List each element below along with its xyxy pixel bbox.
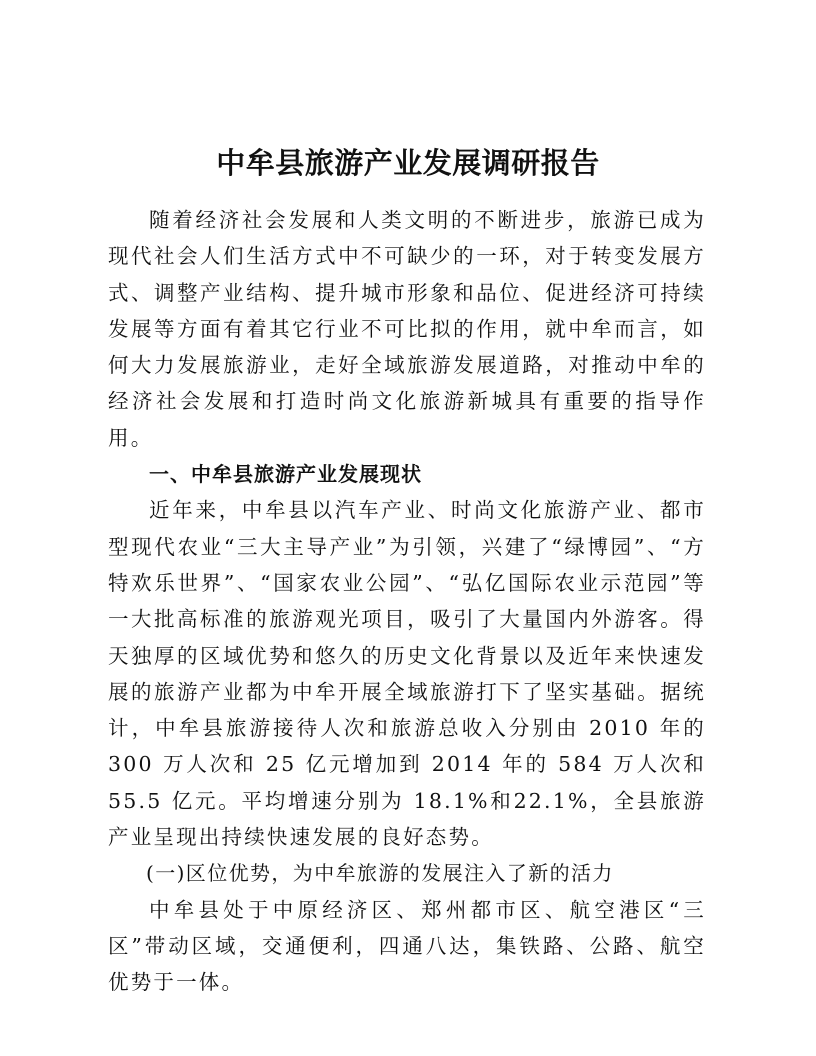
document-body xyxy=(108,202,706,1001)
location-paragraph: 中牟县处于中原经济区、郑州都市区、航空港区“三区”带动区域，交通便利，四通八达，集铁路、公路、航空优势于一体。 xyxy=(108,897,706,995)
intro-paragraph: 随着经济社会发展和人类文明的不断进步，旅游已成为现代社会人们生活方式中不可缺少的一环，对于转变发展方式、调整产业结构、提升城市形象和品位、促进经济可持续发展等方面有着其它行业不可比拟的作用，就中牟而言，如何大力发展旅游业，走好全域旅游发展道路，对推动中牟的经济社会发展和打造时尚文化旅游新城具有重要的指导作用。 xyxy=(108,208,706,450)
section-heading: 一、中牟县旅游产业发展现状 xyxy=(149,462,422,487)
status-paragraph: 近年来，中牟县以汽车产业、时尚文化旅游产业、都市型现代农业“三大主导产业”为引领，兴建了“绿博园”、“方特欢乐世界”、“国家农业公园”、“弘亿国际农业示范园”等一大批高标准的旅游观光项目，吸引了大量国内外游客。得天独厚的区域优势和悠久的历史文化背景以及近年来快速发展的旅游产业都为中牟开展全域旅游打下了坚实基础。据统计，中牟县旅游接待人次和旅游总收入分别由 2010 年的 300 万人次和 25 亿元增加到 2014 年的 584 万人次和 55.5 亿元。平均增速分别为 18.1%和22.1%，全县旅游产业呈现出持续快速发展的良好态势。 xyxy=(108,498,706,850)
subsection-heading: (一)区位优势，为中牟旅游的发展注入了新的活力 xyxy=(146,861,614,886)
document-title: 中牟县旅游产业发展调研报告 xyxy=(216,146,600,180)
